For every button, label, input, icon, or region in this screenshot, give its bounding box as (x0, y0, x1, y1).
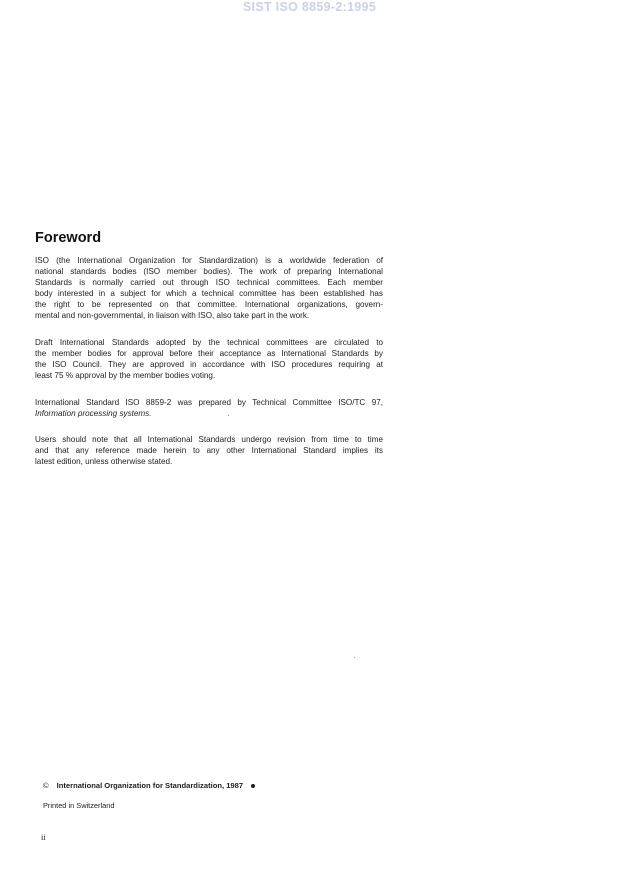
scan-speck (228, 415, 229, 416)
copyright-symbol: © (43, 781, 49, 790)
text-line: the member bodies for approval before their acceptance as International Standards by (35, 349, 383, 359)
text-line: Standards is normally carried out through ISO technical committees. Each member (35, 278, 383, 288)
text-line: ISO (the International Organization for Standardization) is a worldwide federation of (35, 256, 383, 265)
copyright-text: International Organization for Standardization, 1987 (56, 781, 244, 790)
text-line: International Standard ISO 8859-2 was prepared by Technical Committee ISO/TC 97, (35, 398, 383, 407)
text-line-italic: Information processing systems. (35, 409, 152, 419)
scan-speck (354, 657, 355, 658)
text-line: the ISO Council. They are approved in accordance with ISO procedures requiring at (35, 360, 383, 370)
text-line: the right to be represented on that committee. International organizations, govern- (35, 300, 383, 310)
text-line: Users should note that all International Standards undergo revision from time to time (35, 435, 383, 444)
bullet-icon (251, 784, 255, 788)
paragraph-committee (35, 397, 383, 419)
paragraph-draft-standards (35, 337, 383, 381)
text-line: national standards bodies (ISO member bodies). The work of preparing International (35, 267, 383, 277)
text-line: least 75 % approval by the member bodies voting. (35, 371, 216, 381)
text-line: Draft International Standards adopted by the technical committees are circulated to (35, 338, 383, 347)
paragraph-iso-intro (35, 255, 383, 322)
copyright-line (43, 781, 255, 790)
paragraph-revision-note (35, 434, 383, 467)
text-line: latest edition, unless otherwise stated. (35, 457, 173, 467)
text-line: mental and non-governmental, in liaison with ISO, also take part in the work. (35, 311, 310, 321)
printed-location: Printed in Switzerland (43, 801, 115, 810)
text-line: and that any reference made herein to any other International Standard implies its (35, 446, 383, 456)
text-line: body interested in a subject for which a technical committee has been established has (35, 289, 383, 299)
watermark: SIST ISO 8859-2:1995 (242, 0, 377, 14)
page-number: ii (41, 832, 46, 842)
page-title: Foreword (35, 230, 102, 246)
